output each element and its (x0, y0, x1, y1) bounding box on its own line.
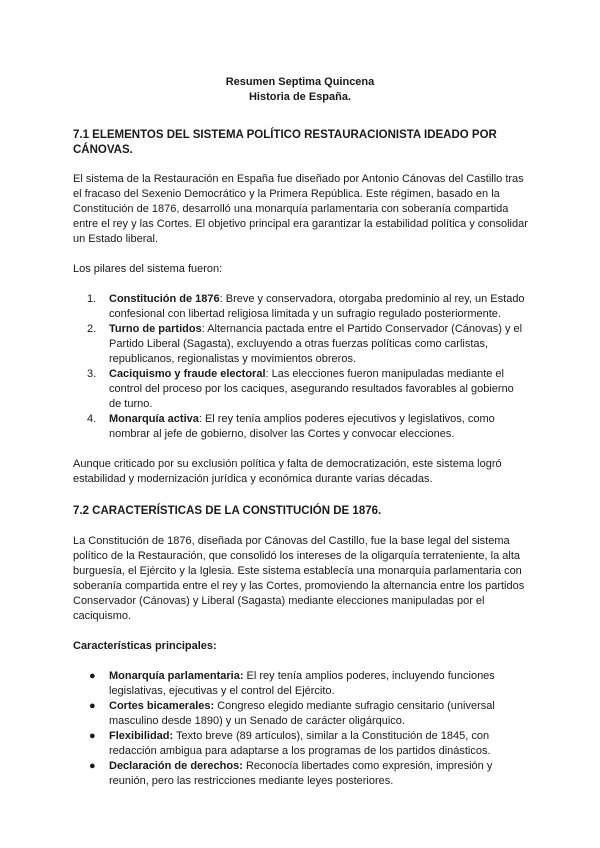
list-number: 1. (87, 293, 97, 305)
bullet-icon: ● (89, 700, 96, 712)
header-title: Resumen Septima Quincena (225, 76, 375, 88)
list-term: Caciquismo y fraude electoral (109, 368, 266, 380)
header-subtitle: Historia de España. (248, 91, 352, 103)
list-number: 4. (87, 413, 97, 425)
list-item (73, 669, 528, 699)
section-heading-7-2: 7.2 CARACTERÍSTICAS DE LA CONSTITUCIÓN DE 1876. (73, 505, 382, 517)
list-term: Constitución de 1876 (109, 293, 220, 305)
section-7-2-intro: La Constitución de 1876, diseñada por Cánovas del Castillo, fue la base legal del sistema político de la Restauración, que consolidó los intereses de la oligarquía terrateniente, la alta burguesía, el Ejército y la Iglesia. Este sistema establecía una monarquía parlamentaria con soberanía compartida entre el rey y las Cortes, promoviendo la alternancia entre los partidos Conservador (Cánovas) y Liberal (Sagasta) mediante elecciones manipuladas por el caciquismo. (73, 535, 525, 622)
list-item (73, 367, 528, 412)
list-item (73, 412, 528, 442)
list-desc: El rey tenía amplios poderes, incluyendo funciones legislativas, ejecutivas y el control del Ejército. (109, 670, 495, 697)
list-item (73, 729, 528, 759)
list-term: Declaración de derechos: (109, 760, 243, 772)
list-desc: Reconocía libertades como expresión, impresión y reunión, pero las restricciones mediante leyes posteriores. (109, 760, 493, 787)
list-desc: : Alternancia pactada entre el Partido Conservador (Cánovas) y el Partido Liberal (Sagasta), excluyendo a otras fuerzas políticas como carlistas, republicanos, regionalistas y movimientos obreros. (109, 323, 523, 365)
bullet-icon: ● (89, 760, 96, 772)
features-list (73, 669, 528, 789)
features-subheading: Características principales: (73, 640, 217, 652)
section-7-1-intro: El sistema de la Restauración en España fue diseñado por Antonio Cánovas del Castillo tras el fracaso del Sexenio Democrático y la Primera República. Este régimen, basado en la Constitución de 1876, desarrolló una monarquía parlamentaria con soberanía compartida entre el rey y las Cortes. El objetivo principal era garantizar la estabilidad política y consolidar un Estado liberal. (73, 173, 528, 245)
document-header (0, 75, 600, 105)
list-term: Cortes bicamerales: (109, 700, 215, 712)
section-7-1-conclusion: Aunque criticado por su exclusión política y falta de democratización, este sistema logró estabilidad y modernización jurídica y económica durante varias décadas. (73, 458, 502, 485)
list-desc: : Las elecciones fueron manipuladas mediante el control del proceso por los caciques, asegurando resultados favorables al gobierno de turno. (109, 368, 514, 410)
document-body (73, 128, 528, 789)
list-desc: : Breve y conservadora, otorgaba predominio al rey, un Estado confesional con libertad religiosa limitada y un sufragio regulado posteriormente. (109, 293, 525, 320)
list-term: Flexibilidad: (109, 730, 174, 742)
list-item (73, 322, 528, 367)
list-desc: : El rey tenía amplios poderes ejecutivos y legislativos, como nombrar al jefe de gobierno, disolver las Cortes y convocar elecciones. (109, 413, 495, 440)
list-item (73, 699, 528, 729)
list-number: 3. (87, 368, 97, 380)
list-item (73, 759, 528, 789)
bullet-icon: ● (89, 670, 96, 682)
list-term: Monarquía parlamentaria: (109, 670, 244, 682)
pillars-list (73, 292, 528, 442)
list-item (73, 292, 528, 322)
list-desc: Congreso elegido mediante sufragio censitario (universal masculino desde 1890) y un Senado de carácter oligárquico. (109, 700, 495, 727)
list-desc: Texto breve (89 artículos), similar a la Constitución de 1845, con redacción ambigua para adaptarse a los programas de los partidos dinásticos. (109, 730, 491, 757)
list-term: Turno de partidos (109, 323, 202, 335)
list-number: 2. (87, 323, 97, 335)
section-heading-7-1: 7.1 ELEMENTOS DEL SISTEMA POLÍTICO RESTAURACIONISTA IDEADO POR CÁNOVAS. (73, 129, 497, 156)
bullet-icon: ● (89, 730, 96, 742)
list-term: Monarquía activa (109, 413, 199, 425)
pillars-intro: Los pilares del sistema fueron: (73, 263, 223, 275)
